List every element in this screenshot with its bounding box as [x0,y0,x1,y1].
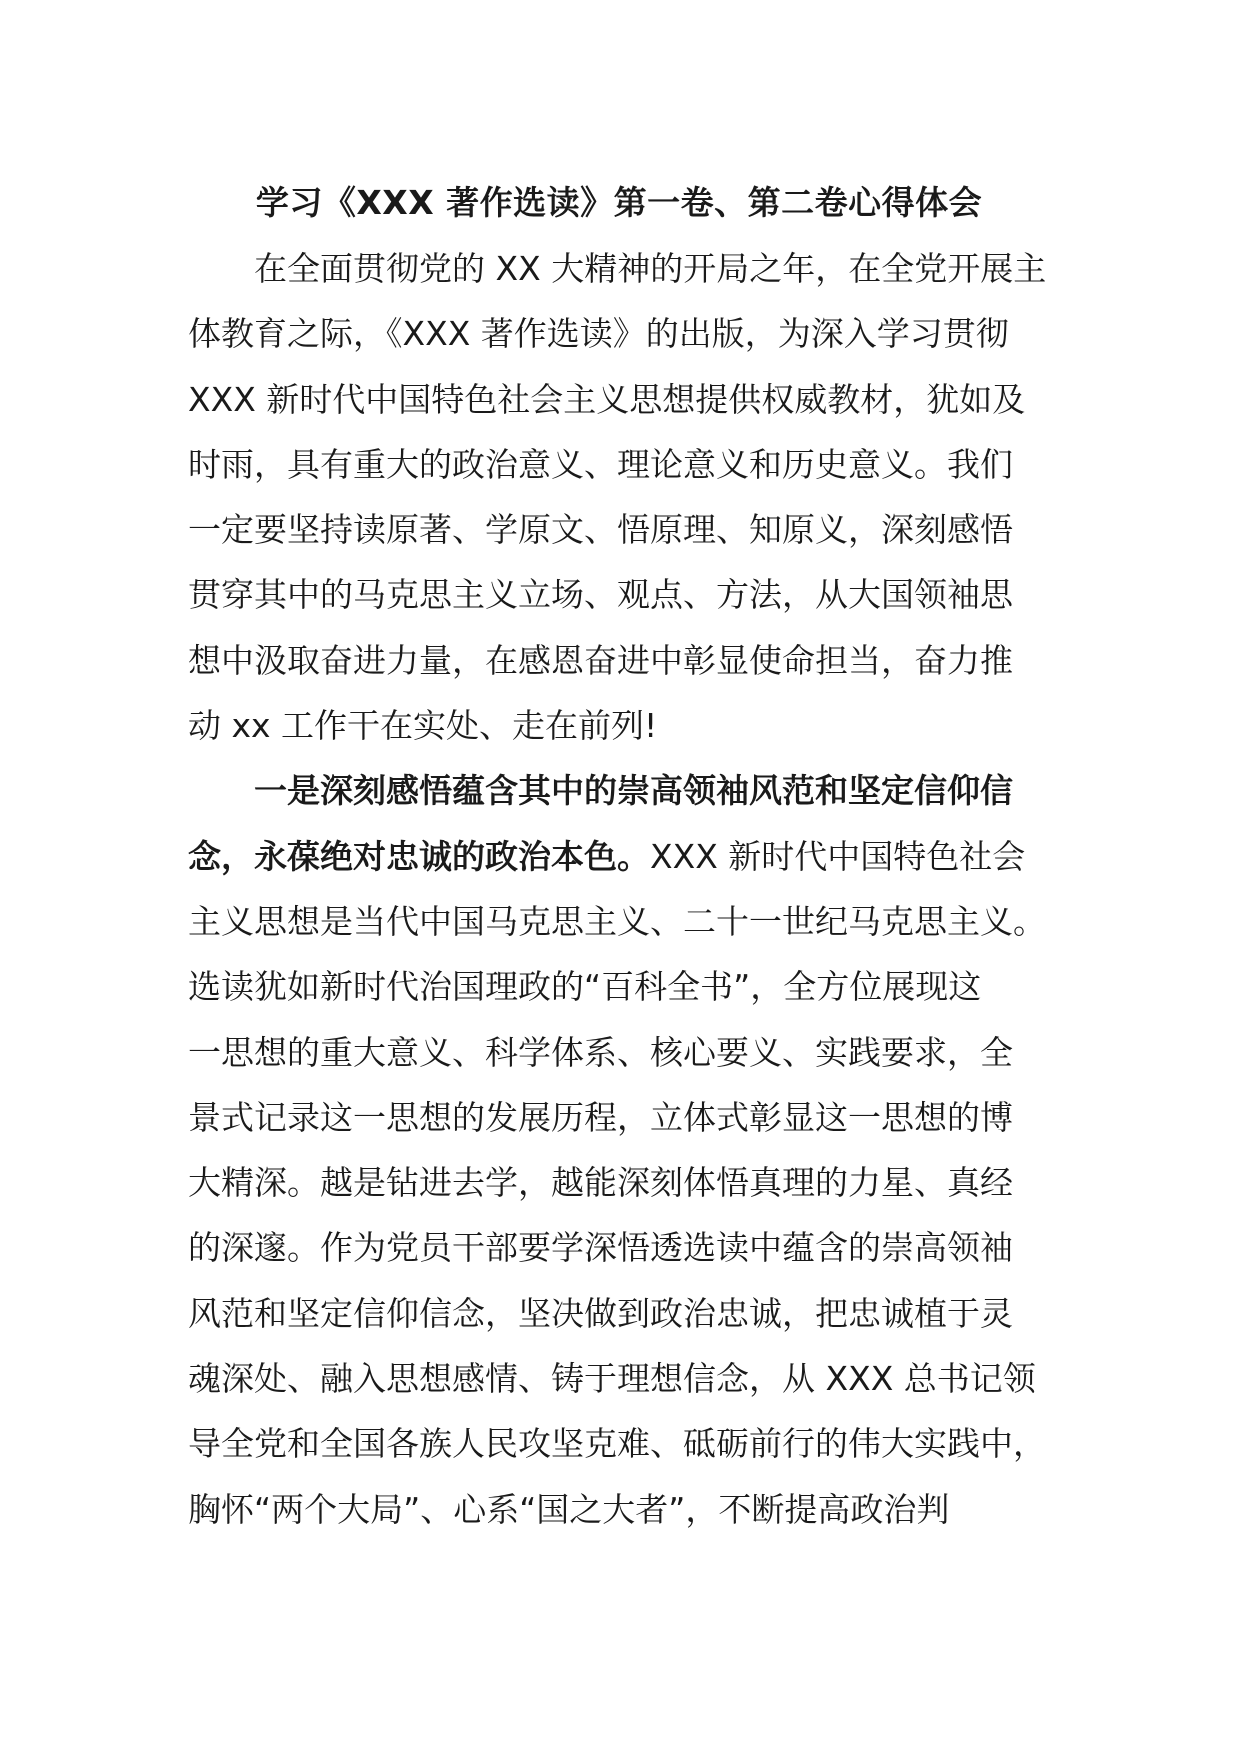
paragraph-line: 景式记录这一思想的发展历程，立体式彰显这一思想的博 [188,1097,1013,1137]
paragraph-line: 体教育之际，《XXX 著作选读》的出版，为深入学习贯彻 [188,314,1009,354]
paragraph-line: 在全面贯彻党的 XX 大精神的开局之年，在全党开展主 [254,249,1047,288]
paragraph-line: 动 xx 工作干在实处、走在前列! [188,706,658,746]
paragraph-line: 风范和坚定信仰信念，坚决做到政治忠诚，把忠诚植于灵 [188,1293,1013,1333]
paragraph-line [188,824,1050,889]
paragraph-line: 贯穿其中的马克思主义立场、观点、方法，从大国领袖思 [188,575,1013,615]
section-heading-line: 一是深刻感悟蕴含其中的崇高领袖风范和坚定信仰信 [254,771,1013,811]
paragraph-line: 想中汲取奋进力量，在感恩奋进中彰显使命担当，奋力推 [188,640,1013,680]
paragraph-line: 一思想的重大意义、科学体系、核心要义、实践要求，全 [188,1032,1013,1072]
paragraph-line-rest: XXX 新时代中国特色社会 [650,836,1026,876]
paragraph-line: 的深邃。作为党员干部要学深悟透选读中蕴含的崇高领袖 [188,1228,1013,1268]
document-title: 学习《XXX 著作选读》第一卷、第二卷心得体会 [255,183,983,222]
intro-paragraph [188,236,1050,758]
paragraph-line: 魂深处、融入思想感情、铸于理想信念，从 XXX 总书记领 [188,1359,1036,1399]
paragraph-line: XXX 新时代中国特色社会主义思想提供权威教材，犹如及 [188,379,1026,419]
paragraph-line: 一定要坚持读原著、学原文、悟原理、知原义，深刻感悟 [188,510,1013,550]
paragraph-line: 时雨，具有重大的政治意义、理论意义和历史意义。我们 [188,444,1013,484]
document-body [188,170,1050,1542]
section-heading-continuation: 念，永葆绝对忠诚的政治本色。 [188,836,650,876]
paragraph-line: 选读犹如新时代治国理政的“百科全书”，全方位展现这 [188,967,982,1007]
paragraph-line: 胸怀“两个大局”、心系“国之大者”，不断提高政治判 [188,1489,950,1529]
paragraph-line: 导全党和全国各族人民攻坚克难、砥砺前行的伟大实践中， [188,1424,1046,1464]
paragraph-line: 主义思想是当代中国马克思主义、二十一世纪马克思主义。 [188,901,1046,941]
section-one-paragraph [188,758,1050,1542]
paragraph-line: 大精深。越是钻进去学，越能深刻体悟真理的力星、真经 [188,1163,1013,1203]
